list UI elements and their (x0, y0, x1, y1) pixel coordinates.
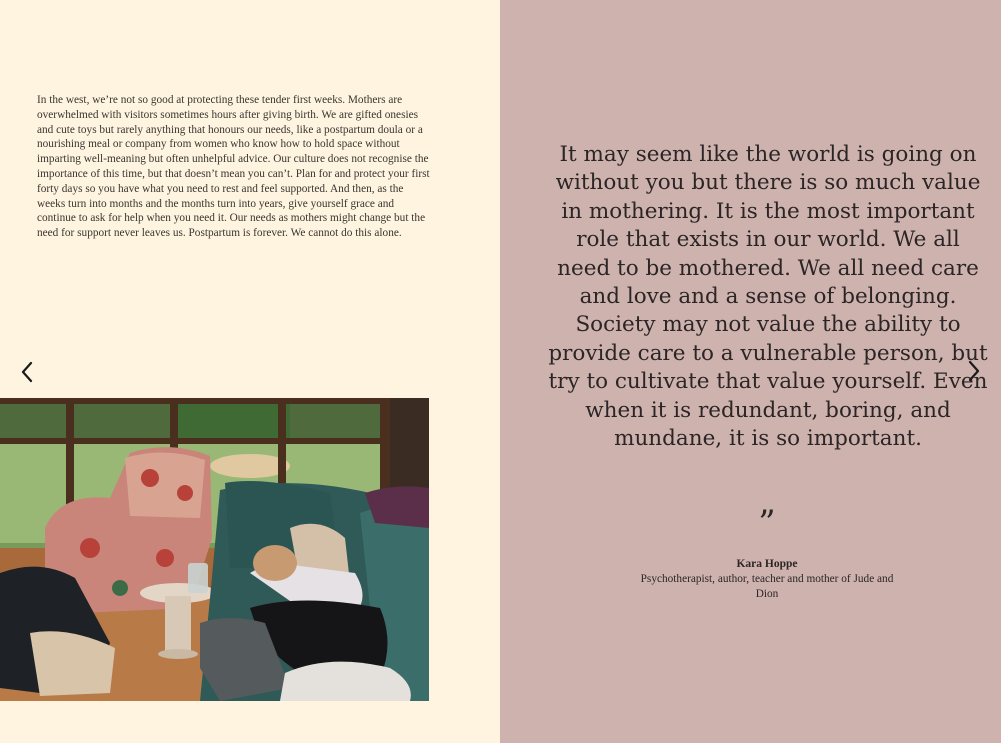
chevron-left-icon (20, 361, 34, 383)
author-role: Psychotherapist, author, teacher and mother of Jude and Dion (640, 573, 894, 600)
pull-quote: It may seem like the world is going on without you but there is so much value in mothering. It is the most important role that exists in our world. We all need to be mothered. We all need care and love and a sense of belonging. Society may not value the ability to provide care to a vulnerable person, but try to cultivate that value yourself. Even when it is redundant, boring, and mundane, it is so important. (548, 142, 988, 452)
chevron-right-icon (967, 360, 981, 382)
next-page-button[interactable] (963, 357, 985, 385)
body-text: In the west, we’re not so good at protecting these tender first weeks. Mothers are overwhelmed with visitors sometimes hours after giving birth. We are gifted onesies and cute toys but rarely anything that honours our needs, like a postpartum doula or a nourishing meal or company from women who know how to hold space without imparting well-meaning but often unhelpful advice. Our culture does not recognise the importance of this time, but that doesn’t mean you can’t. Plan for and protect your first forty days so you have what you need to rest and feel supported. And then, as the weeks turn into months and the months turn into years, give yourself grace and continue to ask for help when you need it. Our needs as mothers might change but the need for support never leaves us. Postpartum is forever. We cannot do this alone. (37, 94, 430, 240)
photo-mother-sleeping (0, 398, 429, 701)
closing-quote-mark: ” (758, 503, 776, 543)
previous-page-button[interactable] (16, 358, 38, 386)
author-name: Kara Hoppe (736, 558, 798, 570)
quote-attribution (640, 556, 894, 602)
left-page (0, 0, 500, 743)
